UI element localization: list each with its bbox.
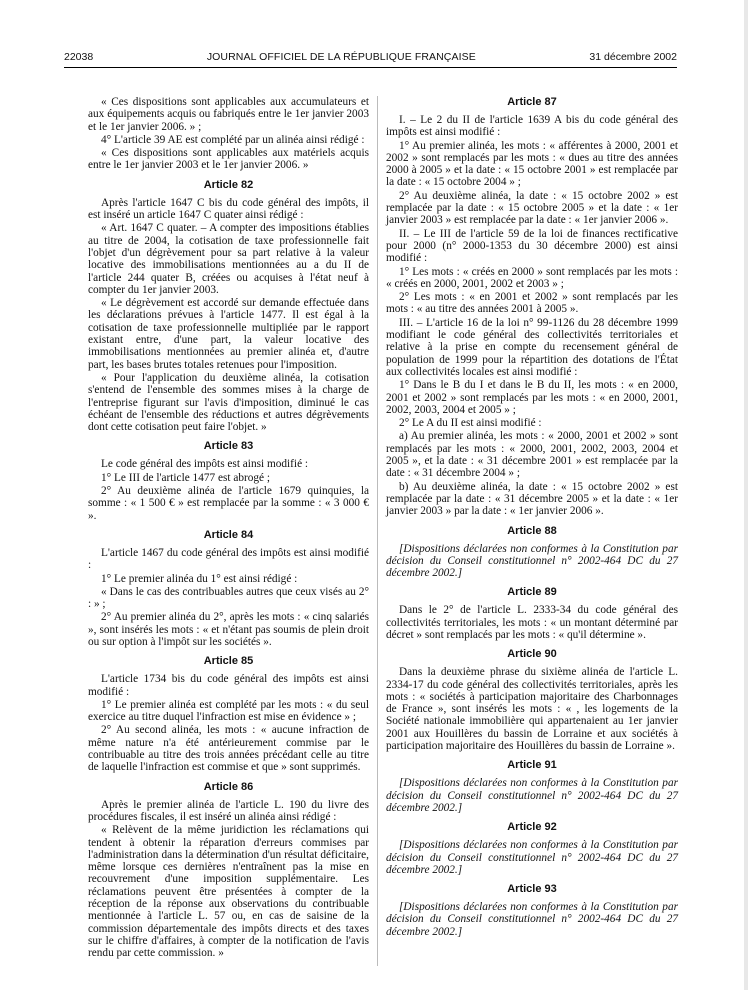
paragraph: 1° Les mots : « créés en 2000 » sont remplacés par les mots : « créés en 2000, 2001, 2002 et 2003 » ; <box>386 265 678 290</box>
paragraph: Après l'article 1647 C bis du code général des impôts, il est inséré un article 1647 C quater ainsi rédigé : <box>88 196 369 222</box>
paragraph: « Le dégrèvement est accordé sur demande effectuée dans les déclarations prévues à l'article 1477. Il est égal à la cotisation de taxe professionnelle multipliée par le rapport existant entre, d'une part, la valeur locative des immobilisations mentionnées au premier alinéa et, d'autre part, les bases brutes totales retenues pour l'imposition. <box>88 297 369 371</box>
paragraph: III. – L'article 16 de la loi n° 99-1126 du 28 décembre 1999 modifiant le code général des collectivités territoriales et relative à la prise en compte du recensement général de population de 1999 pour la répartition des dotations de l'État aux collectivités locales est ainsi modifié : <box>386 316 678 378</box>
running-header <box>64 50 677 64</box>
paragraph: 1° Dans le B du I et dans le B du II, les mots : « en 2000, 2001 et 2002 » sont remplacés par les mots : « en 2000, 2001, 2002, 2003, 2004 et 2005 » ; <box>386 379 678 416</box>
article-heading: Article 84 <box>203 528 254 541</box>
article-heading: Article 93 <box>507 883 557 896</box>
article-heading: Article 83 <box>203 440 254 453</box>
paragraph: 1° Le premier alinéa est complété par les mots : « du seul exercice au titre duquel l'infraction est mise en évidence » ; <box>88 698 369 724</box>
journal-title: JOURNAL OFFICIEL DE LA RÉPUBLIQUE FRANÇAISE <box>206 51 476 63</box>
article-heading: Article 90 <box>507 648 557 661</box>
paragraph: L'article 1467 du code général des impôts est ainsi modifié : <box>88 546 369 572</box>
issue-date: 31 décembre 2002 <box>589 51 677 63</box>
paragraph: Dans le 2° de l'article L. 2333-34 du code général des collectivités territoriales, les mots : « un montant déterminé par décret » sont remplacés par les mots : « qu'il détermine ». <box>386 604 678 641</box>
paragraph: L'article 1734 bis du code général des impôts est ainsi modifié : <box>88 673 369 698</box>
censure-note: [Dispositions déclarées non conformes à la Constitution par décision du Conseil constitutionnel n° 2002-464 DC du 27 décembre 2002.] <box>386 777 678 814</box>
left-column <box>88 96 369 961</box>
paragraph: 2° Le A du II est ainsi modifié : <box>399 417 542 430</box>
paragraph: Dans la deuxième phrase du sixième alinéa de l'article L. 2334-17 du code général des collectivités territoriales, après les mots : « sociétés à participation majoritaire des Charbonnages de France », sont insérés les mots : « , les logements de la Société nationale immobilière qui appartenaient au 1er janvier 2001 aux Houillères du bassin de Lorraine et aux sociétés à participation majoritaire des Houillères du bassin de Lorraine ». <box>386 666 678 753</box>
article-heading: Article 85 <box>203 655 254 668</box>
header-rule <box>64 67 677 68</box>
paragraph: « Dans le cas des contribuables autres que ceux visés au 2° : » ; <box>88 585 369 611</box>
paragraph: 2° Au premier alinéa du 2°, après les mots : « cinq salariés », sont insérés les mots : « et n'étant pas soumis de plein droit ou sur option à l'impôt sur les sociétés ». <box>88 611 369 648</box>
paragraph: 1° Au premier alinéa, les mots : « afférentes à 2000, 2001 et 2002 » sont remplacés par les mots : « dues au titre des années 2000 à 2005 » et la date : « 15 octobre 2001 » est remplacée par la date : « 15 octobre 2004 » ; <box>386 139 678 189</box>
paragraph: 1° Le premier alinéa du 1° est ainsi rédigé : <box>101 572 298 585</box>
paragraph: 1° Le III de l'article 1477 est abrogé ; <box>101 471 271 484</box>
column-gutter <box>377 96 378 966</box>
paragraph: Le code général des impôts est ainsi modifié : <box>101 458 309 471</box>
paragraph: 2° Au second alinéa, les mots : « aucune infraction de même nature n'a été antérieurement commise par le contribuable au titre des trois années précédant celle au titre de laquelle l'infraction est commise et que » sont supprimés. <box>88 724 369 774</box>
article-heading: Article 91 <box>507 759 557 772</box>
paragraph: « Ces dispositions sont applicables aux accumulateurs et aux équipements acquis ou fabriqués entre le 1er janvier 2003 et le 1er janvier 2006. » ; <box>88 96 369 133</box>
page-number: 22038 <box>64 51 94 63</box>
article-heading: Article 89 <box>507 586 557 599</box>
paragraph: 2° Au deuxième alinéa, la date : « 15 octobre 2002 » est remplacée par la date : « 15 octobre 2005 » et la date : « 1er janvier 2003 » est remplacée par la date : « 1er janvier 2006 ». <box>386 189 678 227</box>
paragraph: Après le premier alinéa de l'article L. 190 du livre des procédures fiscales, il est inséré un alinéa ainsi rédigé : <box>88 798 369 823</box>
scan-edge <box>744 0 748 990</box>
censure-note: [Dispositions déclarées non conformes à la Constitution par décision du Conseil constitutionnel n° 2002-464 DC du 27 décembre 2002.] <box>386 901 678 938</box>
article-heading: Article 92 <box>507 821 557 834</box>
article-heading: Article 88 <box>507 524 557 537</box>
article-heading: Article 87 <box>507 96 557 108</box>
paragraph: « Art. 1647 C quater. – A compter des impositions établies au titre de 2004, la cotisation de taxe professionnelle fait l'objet d'un dégrèvement pour sa part relative à la valeur locative des immobilisations mentionnées au a du II de l'article 244 quater B, créées ou acquises à l'état neuf à compter du 1er janvier 2003. <box>88 222 369 296</box>
censure-note: [Dispositions déclarées non conformes à la Constitution par décision du Conseil constitutionnel n° 2002-464 DC du 27 décembre 2002.] <box>386 542 678 580</box>
paragraph: « Relèvent de la même juridiction les réclamations qui tendent à obtenir la réparation d'erreurs commises par l'administration dans la détermination d'un résultat déficitaire, même lorsque ces dernières n'entraînent pas la mise en recouvrement d'une imposition supplémentaire. Les réclamations peuvent être présentées à compter de la réception de la réponse aux observations du contribuable mentionnée à l'article L. 57 ou, en cas de saisine de la commission départementale des impôts directs et des taxes sur le chiffre d'affaires, à compter de la notification de l'avis rendu par cette commission. » <box>88 824 369 960</box>
censure-note: [Dispositions déclarées non conformes à la Constitution par décision du Conseil constitutionnel n° 2002-464 DC du 27 décembre 2002.] <box>386 839 678 876</box>
right-column <box>386 96 678 940</box>
paragraph: « Ces dispositions sont applicables aux matériels acquis entre le 1er janvier 2003 et le 1er janvier 2006. » <box>88 147 369 172</box>
paragraph: I. – Le 2 du II de l'article 1639 A bis du code général des impôts est ainsi modifié : <box>386 114 678 139</box>
paragraph: 2° Au deuxième alinéa de l'article 1679 quinquies, la somme : « 1 500 € » est remplacée par la somme : « 3 000 € ». <box>88 485 369 522</box>
paragraph: II. – Le III de l'article 59 de la loi de finances rectificative pour 2000 (n° 2000-1353 du 30 décembre 2000) est ainsi modifié : <box>386 227 678 265</box>
paragraph: 2° Les mots : « en 2001 et 2002 » sont remplacés par les mots : « au titre des années 2001 à 2005 ». <box>386 291 678 316</box>
paragraph: « Pour l'application du deuxième alinéa, la cotisation s'entend de l'ensemble des sommes mises à la charge de l'entreprise figurant sur l'avis d'imposition, diminué le cas échéant de l'ensemble des réductions et autres dégrèvements dont cette cotisation peut faire l'objet. » <box>88 371 369 434</box>
article-heading: Article 86 <box>203 780 254 793</box>
paragraph: a) Au premier alinéa, les mots : « 2000, 2001 et 2002 » sont remplacés par les mots : « 2000, 2001, 2002, 2003, 2004 et 2005 », et la date : « 31 décembre 2001 » est remplacée par la date : « 31 décembre 2004 » ; <box>386 430 678 480</box>
paragraph: b) Au deuxième alinéa, la date : « 15 octobre 2002 » est remplacée par la date : « 31 décembre 2005 » et la date : « 1er janvier 2003 » par la date : « 1er janvier 2006 ». <box>386 480 678 518</box>
paragraph: 4° L'article 39 AE est complété par un alinéa ainsi rédigé : <box>101 133 365 146</box>
article-heading: Article 82 <box>203 178 254 191</box>
